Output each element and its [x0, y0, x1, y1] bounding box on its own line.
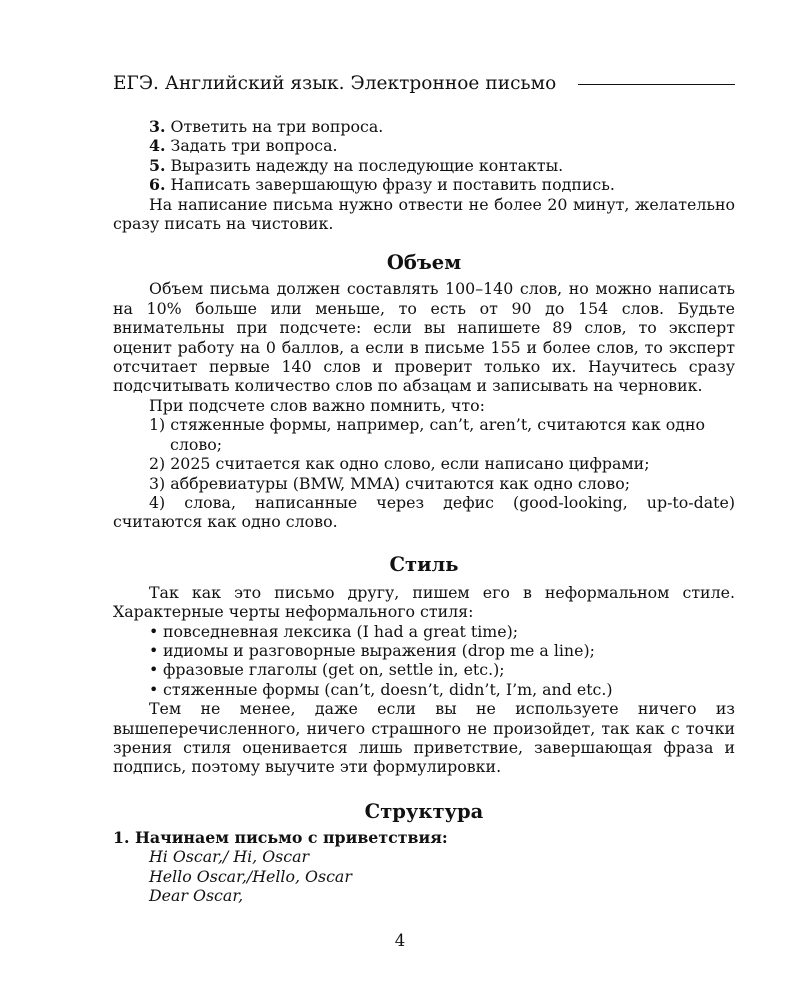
step-item: 3. Ответить на три вопроса.: [149, 117, 384, 136]
count-intro: При подсчете слов важно помнить, что:: [149, 395, 485, 415]
list-item: • повседневная лексика (I had a great time);: [149, 621, 519, 641]
count-rule: 3) аббревиатуры (BMW, MMA) считаются как одно слово;: [149, 473, 631, 493]
page-content: [113, 117, 735, 905]
running-header: [113, 70, 735, 96]
header-title: ЕГЭ. Английский язык. Электронное письмо: [113, 72, 557, 94]
count-rule: 2) 2025 считается как одно слово, если написано цифрами;: [149, 454, 650, 474]
style-features-list: [113, 622, 735, 700]
page-number: 4: [394, 931, 406, 950]
greeting-example: Dear Oscar,: [149, 886, 244, 905]
header-rule: [578, 84, 735, 85]
bullet-icon: •: [149, 621, 159, 641]
bullet-icon: •: [149, 660, 159, 680]
count-rules-list: [113, 415, 735, 493]
list-item: • стяженные формы (can’t, doesn’t, didn’t, I’m, and etc.): [149, 679, 613, 699]
style-closing-paragraph: Тем не менее, даже если вы не используете ничего из вышеперечисленного, ничего страшного не произойдет, так как с точки зрения стиля оценивается лишь приветствие, завершающая фраза и подпись, поэтому выучите эти формулировки.: [113, 699, 735, 777]
structure-item-title: 1. Начинаем письмо с приветствия:: [113, 827, 448, 847]
style-paragraph: Так как это письмо другу, пишем его в неформальном стиле. Характерные черты неформального стиля:: [113, 582, 735, 622]
list-item: • фразовые глаголы (get on, settle in, etc.);: [149, 660, 505, 680]
bullet-icon: •: [149, 679, 159, 699]
greeting-example: Hello Oscar,/Hello, Oscar: [149, 866, 352, 886]
section-heading-structure: Структура: [364, 799, 484, 823]
step-item: 4. Задать три вопроса.: [149, 136, 338, 156]
greeting-example: Hi Oscar,/ Hi, Oscar: [149, 847, 310, 867]
count-rule: 4) слова, написанные через дефис (good-looking, up-to-date) считаются как одно слово.: [113, 492, 735, 532]
list-item: • идиомы и разговорные выражения (drop me a line);: [149, 640, 595, 660]
bullet-icon: •: [149, 640, 159, 660]
count-rule: 1) стяженные формы, например, can’t, aren’t, считаются как одно слово;: [149, 415, 705, 454]
section-heading-style: Стиль: [389, 552, 459, 576]
section-heading-volume: Объем: [386, 251, 462, 275]
step-item: 5. Выразить надежду на последующие контакты.: [149, 155, 564, 175]
volume-paragraph: Объем письма должен составлять 100–140 слов, но можно написать на 10% больше или меньше, то есть от 90 до 154 слов. Будьте внимательны при подсчете: если вы напишете 89 слов, то эксперт оценит работу на 0 баллов, а если в письме 155 и более слов, то эксперт отсчитает первые 140 слов и проверит только их. Научитесь сразу подсчитывать количество слов по абзацам и записывать на черновик.: [113, 279, 735, 396]
time-paragraph: На написание письма нужно отвести не более 20 минут, желательно сразу писать на чистовик.: [113, 194, 735, 234]
step-item: 6. Написать завершающую фразу и поставить подпись.: [149, 175, 615, 195]
